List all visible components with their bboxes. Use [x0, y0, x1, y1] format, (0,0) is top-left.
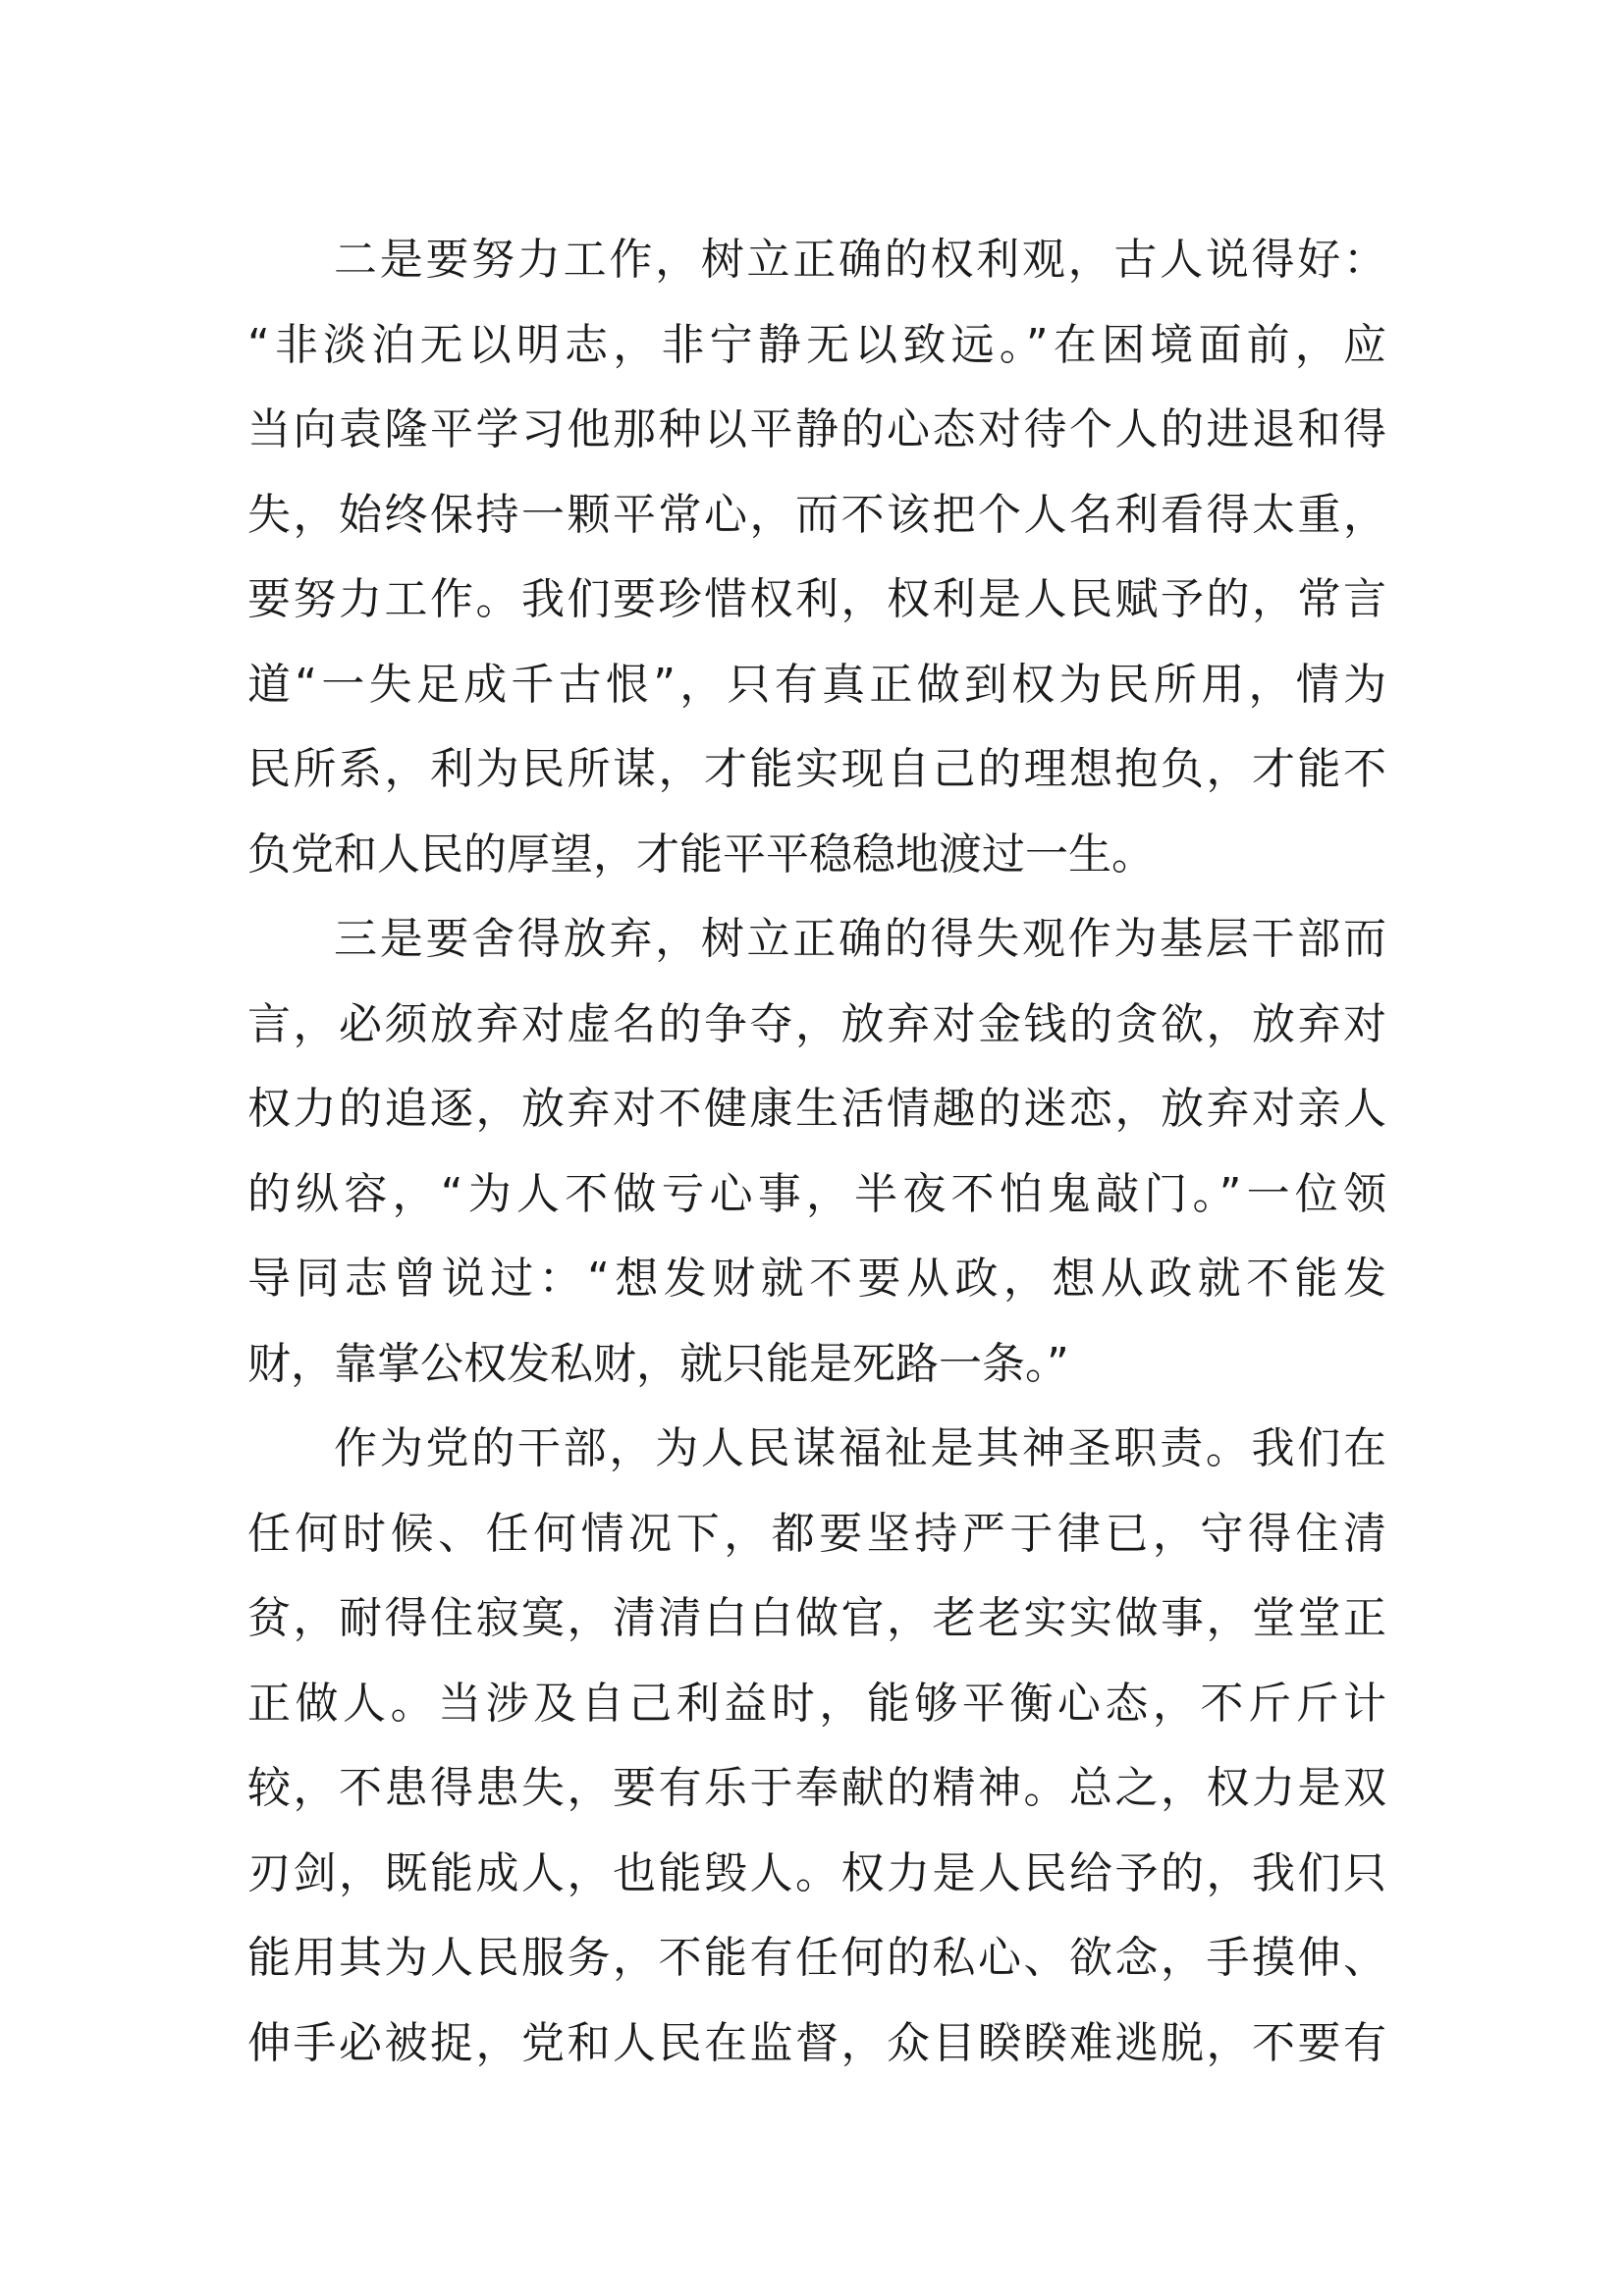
text-line: 要努力工作。我们要珍惜权利，权利是人民赋予的，常言: [247, 574, 1386, 624]
text-line: 权力的追逐，放弃对不健康生活情趣的迷恋，放弃对亲人: [247, 1084, 1386, 1134]
text-line: 民所系，利为民所谋，才能实现自己的理想抱负，才能不: [247, 744, 1386, 794]
text-line: 刃剑，既能成人，也能毁人。权力是人民给予的，我们只: [247, 1847, 1386, 1898]
text-line: 作为党的干部，为人民谋福祉是其神圣职责。我们在: [334, 1423, 1386, 1473]
paragraph-3: [247, 1407, 1386, 2086]
text-line: 任何时候、任何情况下，都要坚持严于律已，守得住清: [247, 1508, 1386, 1559]
paragraph-1: [247, 218, 1386, 897]
text-line: 正做人。当涉及自己利益时，能够平衡心态，不斤斤计: [247, 1678, 1386, 1729]
text-line: 负党和人民的厚望，才能平平稳稳地渡过一生。: [247, 828, 1155, 880]
text-line: 失，始终保持一颗平常心，而不该把个人名利看得太重，: [247, 489, 1386, 540]
document-body: [247, 218, 1386, 2086]
text-line: 三是要舍得放弃，树立正确的得失观作为基层干部而: [334, 914, 1386, 964]
text-line: “非淡泊无以明志，非宁静无以致远。”在困境面前，应: [247, 319, 1386, 370]
text-line: 贫，耐得住寂寞，清清白白做官，老老实实做事，堂堂正: [247, 1593, 1386, 1643]
text-line: 道“一失足成千古恨”，只有真正做到权为民所用，情为: [247, 659, 1386, 710]
text-line: 当向袁隆平学习他那种以平静的心态对待个人的进退和得: [247, 404, 1386, 454]
text-line: 言，必须放弃对虚名的争夺，放弃对金钱的贪欲，放弃对: [247, 998, 1386, 1049]
text-line: 的纵容，“为人不做亏心事，半夜不怕鬼敲门。”一位领: [247, 1168, 1386, 1219]
text-line: 财，靠掌公权发私财，就只能是死路一条。”: [247, 1338, 1069, 1389]
text-line: 能用其为人民服务，不能有任何的私心、欲念，手摸伸、: [247, 1933, 1386, 1983]
paragraph-2: [247, 897, 1386, 1407]
text-line: 二是要努力工作，树立正确的权利观，古人说得好：: [334, 235, 1386, 285]
text-line: 导同志曾说过：“想发财就不要从政，想从政就不能发: [247, 1254, 1386, 1304]
text-line: 伸手必被捉，党和人民在监督，众目睽睽难逃脱，不要有: [247, 2017, 1386, 2068]
text-line: 较，不患得患失，要有乐于奉献的精神。总之，权力是双: [247, 1763, 1386, 1813]
